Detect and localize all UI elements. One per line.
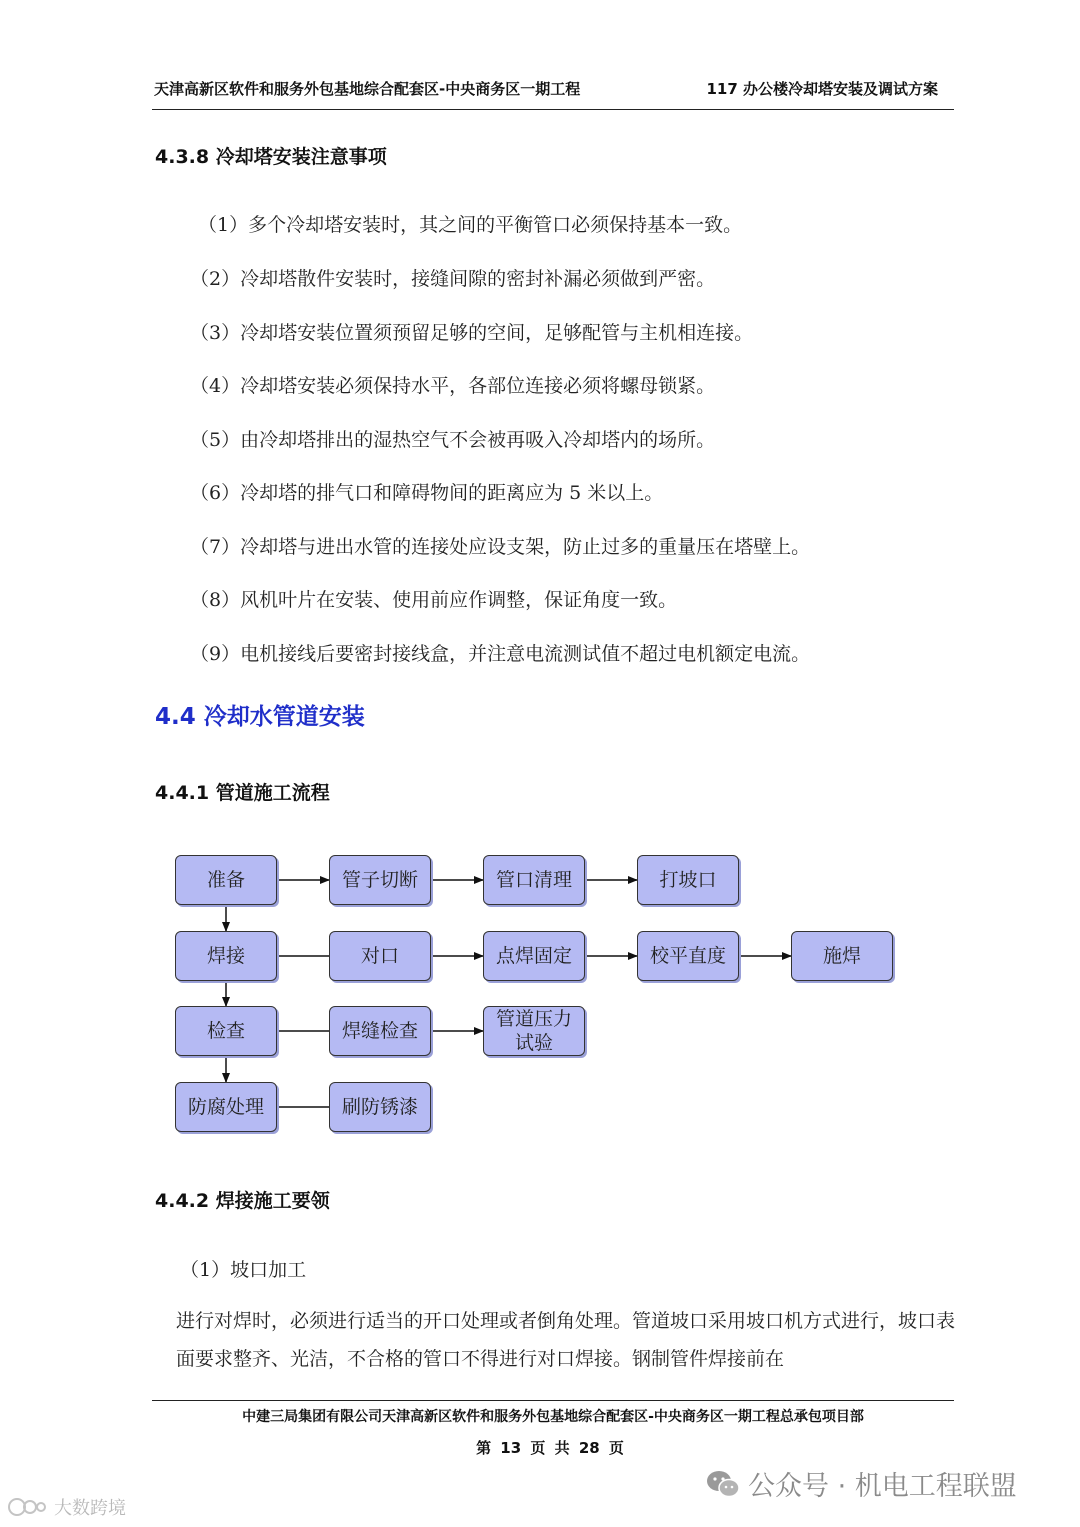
flow-step-anticorrosion: 防腐处理 [175, 1082, 277, 1132]
flow-step-final-weld: 施焊 [791, 931, 893, 981]
wechat-account-name: 公众号 · 机电工程联盟 [748, 1471, 1017, 1502]
body-paragraph: 进行对焊时，必须进行适当的开口处理或者倒角处理。管道坡口采用坡口机方式进行，坡口表面要求整齐、光洁，不合格的管口不得进行对口焊接。钢制管件焊接前在 [176, 1310, 956, 1370]
flow-step-tack-weld: 点焊固定 [483, 931, 585, 981]
subsection-bevel-processing: （1）坡口加工 [180, 1259, 307, 1281]
header-document-title: 117 办公楼冷却塔安装及调试方案 [706, 80, 938, 98]
flow-step-beveling: 打坡口 [637, 855, 739, 905]
list-item: （7）冷却塔与进出水管的连接处应设支架，防止过多的重量压在塔壁上。 [190, 536, 811, 558]
section-4-4-1-heading: 4.4.1 管道施工流程 [155, 782, 330, 804]
list-item: （9）电机接线后要密封接线盒，并注意电流测试值不超过电机额定电流。 [190, 643, 811, 665]
watermark-text: 大数跨境 [54, 1498, 126, 1519]
flow-step-welding: 焊接 [175, 931, 277, 981]
flow-step-inspection: 检查 [175, 1006, 277, 1056]
list-item: （1）多个冷却塔安装时，其之间的平衡管口必须保持基本一致。 [198, 214, 743, 236]
list-item: （3）冷却塔安装位置须预留足够的空间，足够配管与主机相连接。 [190, 322, 754, 344]
header-project-title: 天津高新区软件和服务外包基地综合配套区-中央商务区一期工程 [154, 80, 581, 98]
corner-watermark [6, 1494, 126, 1520]
flow-step-straightening: 校平直度 [637, 931, 739, 981]
footer-rule [152, 1400, 954, 1401]
flow-step-pipe-cutting: 管子切断 [329, 855, 431, 905]
flow-step-alignment: 对口 [329, 931, 431, 981]
wechat-watermark [706, 1464, 1017, 1503]
list-item: （6）冷却塔的排气口和障碍物间的距离应为 5 米以上。 [190, 482, 664, 504]
list-item: （5）由冷却塔排出的湿热空气不会被再吸入冷却塔内的场所。 [190, 429, 716, 451]
list-item: （4）冷却塔安装必须保持水平，各部位连接必须将螺母锁紧。 [190, 375, 716, 397]
footer-organization: 中建三局集团有限公司天津高新区软件和服务外包基地综合配套区-中央商务区一期工程总承包项目部 [242, 1409, 864, 1425]
watermark-logo-icon [6, 1496, 50, 1518]
list-item: （2）冷却塔散件安装时，接缝间隙的密封补漏必须做到严密。 [190, 268, 716, 290]
page-number: 第 13 页 共 28 页 [476, 1439, 624, 1457]
section-4-4-2-heading: 4.4.2 焊接施工要领 [155, 1190, 330, 1212]
section-4-3-8-heading: 4.3.8 冷却塔安装注意事项 [155, 146, 387, 168]
flow-step-prepare: 准备 [175, 855, 277, 905]
flow-step-pipe-cleaning: 管口清理 [483, 855, 585, 905]
flow-step-rust-paint: 刷防锈漆 [329, 1082, 431, 1132]
flow-step-weld-inspection: 焊缝检查 [329, 1006, 431, 1056]
flow-step-pressure-test: 管道压力试验 [483, 1006, 585, 1056]
wechat-icon [706, 1469, 740, 1499]
section-4-4-heading: 4.4 冷却水管道安装 [155, 704, 365, 730]
list-item: （8）风机叶片在安装、使用前应作调整，保证角度一致。 [190, 589, 678, 611]
